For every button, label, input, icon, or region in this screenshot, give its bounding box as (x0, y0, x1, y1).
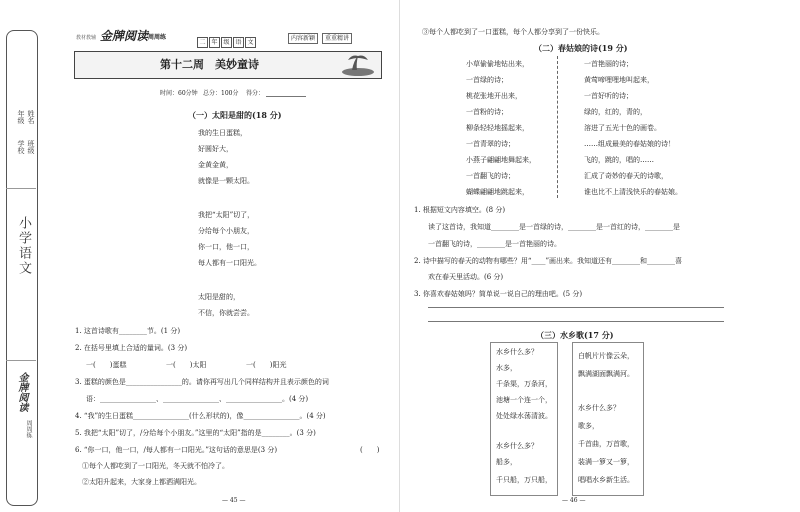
poem3-right-line: 歌多， (578, 422, 599, 430)
poem2-right-line: 黄莺啼哩哩地叫起来， (584, 76, 654, 84)
poem-line: 太阳是甜的， (198, 293, 240, 301)
poem-line: 不信，你就尝尝。 (198, 309, 254, 317)
header-brand: 金牌阅读 (100, 29, 149, 43)
poem2-left-line: 桃花张地开出来， (466, 92, 522, 100)
page-gutter (399, 0, 400, 512)
poem2-left-line: 一首绿的诗； (466, 76, 508, 84)
poem3-left-line: 水乡什么多？ (496, 442, 538, 450)
poem3-right-line: 水乡什么多？ (578, 404, 620, 412)
poem2-right-line: ……组成最美的春姑娘的诗！ (584, 140, 675, 148)
column-divider (557, 56, 558, 198)
poem3-right-line: 白帆片片像云朵， (578, 352, 634, 360)
grade-char: 二 (197, 37, 208, 48)
answer-line[interactable] (428, 307, 724, 308)
school-label: 学校 (17, 140, 25, 154)
question-2: 2. 在括号里填上合适的量词。(3 分) (75, 344, 188, 352)
s2-question-2: 2. 诗中描写的春天的动物有哪些？用“____”画出来。我知道还有________和________喜 (414, 257, 683, 265)
poem3-left-line: 船多， (496, 458, 517, 466)
answer-paren: ( ) (360, 446, 380, 454)
score-blank (266, 96, 306, 97)
poem-line: 每人都有一口阳光。 (198, 259, 261, 267)
question-4: 4. “我”的生日蛋糕________________(什么形状的)，像________________。(4 分) (75, 412, 326, 420)
poem2-left-line: 蝴蝶翩翩地跳起来， (466, 188, 529, 196)
poem3-right-line: 唱唱水乡新生活。 (578, 476, 634, 484)
island-illustration (338, 52, 378, 76)
question-3-cont: 语：________________、________________、________________。(4 分) (86, 395, 309, 403)
question-1: 1. 这首诗歌有________节。(1 分) (75, 327, 181, 335)
spine-divider (6, 188, 36, 189)
poem3-left-line: 水乡什么多？ (496, 348, 538, 356)
meta-time: 时间：60分钟 (160, 90, 198, 97)
spine-subject: 小学语文 (16, 216, 31, 276)
meta-score: 总分：100分 (203, 90, 239, 97)
q6-option-3: ③每个人都吃到了一口蛋糕，每个人都分享到了一份快乐。 (422, 28, 604, 36)
publisher-logo-text: 教材教辅 (76, 35, 97, 41)
spine-brand: 金牌阅读 (16, 372, 27, 412)
page-number-left: — 45 — (222, 497, 246, 504)
grade-char: 级 (221, 37, 232, 48)
poem-line: 就像是一颗太阳。 (198, 177, 254, 185)
s2-question-2-cont: 欢在春天里活动。(6 分) (428, 273, 504, 281)
poem-line: 你一口，他一口， (198, 243, 254, 251)
section2-title: （二）春姑娘的诗(19 分) (534, 43, 628, 53)
poem2-right-line: 绿的，红的，青的， (584, 108, 647, 116)
s2-question-1: 1. 根据短文内容填空。(8 分) (414, 206, 506, 214)
poem-line: 我的生日蛋糕， (198, 129, 247, 137)
poem3-right-line: 千首曲，万首歌， (578, 440, 634, 448)
section3-title: （三）水乡歌(17 分) (536, 330, 614, 340)
poem2-right-line: 溶进了五光十色的画卷。 (584, 124, 661, 132)
page-number-right: — 46 — (562, 497, 586, 504)
question-5: 5. 我把“太阳”切了，/分给每个小朋友。”这里的“太阳”指的是________。(3 分) (75, 429, 316, 437)
q2-item: 一( )太阳 (166, 361, 207, 369)
poem2-left-line: 一首粉的诗； (466, 108, 508, 116)
section1-title: （一）太阳是甜的(18 分) (188, 110, 282, 120)
poem3-left-line: 千条渠，万条河， (496, 380, 552, 388)
poem-line: 好圆好大， (198, 145, 233, 153)
poem2-right-line: 汇成了奇妙的春天的诗歌， (584, 172, 668, 180)
poem2-right-line: 一首艳丽的诗； (584, 60, 633, 68)
answer-line[interactable] (428, 321, 724, 322)
meta-got: 得分： (246, 90, 265, 97)
question-6: 6. “你一口，他一口，/每人都有一口阳光。”这句话的意思是(3 分) (75, 446, 278, 454)
page-title: 第十二周 美妙童诗 (160, 58, 259, 71)
q2-item: 一( )蛋糕 (86, 361, 127, 369)
poem2-left-line: 柳条轻轻地摇起来， (466, 124, 529, 132)
grade-label: 年级 (17, 110, 25, 124)
s2-question-3: 3. 你喜欢春姑娘吗？简单说一说自己的理由吧。(5 分) (414, 290, 583, 298)
poem2-left-line: 小草偷偷地钻出来， (466, 60, 529, 68)
name-label: 姓名 (27, 110, 35, 124)
q2-item: 一( )阳光 (246, 361, 287, 369)
poem3-right-line: 装满一箩又一箩， (578, 458, 634, 466)
poem3-left-line: 水多， (496, 364, 517, 372)
tag-2: 重重精讲 (322, 33, 352, 44)
s2-question-1-line-a: 读了这首诗，我知道________是一首绿的诗，________是一首红的诗，________是 (428, 223, 680, 231)
grade-char: 语 (233, 37, 244, 48)
class-label: 班级 (27, 140, 35, 154)
spine-brand-sub: 周周练 (25, 420, 32, 438)
poem2-right-line: 飞的，跳的，唱的…… (584, 156, 654, 164)
grade-char: 年 (209, 37, 220, 48)
poem2-left-line: 小燕子翩翩地舞起来， (466, 156, 536, 164)
tag-1: 内容新颖 (288, 33, 318, 44)
poem-line: 我把“太阳”切了， (198, 211, 255, 219)
header-brand-tag: 周周练 (148, 34, 167, 41)
poem2-right-line: 一首好听的诗； (584, 92, 633, 100)
poem2-left-line: 一首青翠的诗； (466, 140, 515, 148)
grade-char: 文 (245, 37, 256, 48)
grade-boxes (197, 32, 257, 51)
poem-line: 金黄金黄， (198, 161, 233, 169)
s2-question-1-line-b: 一首翻飞的诗，________是一首艳丽的诗。 (428, 240, 561, 248)
poem3-right-box (572, 342, 644, 496)
poem2-left-line: 一首翻飞的诗； (466, 172, 515, 180)
poem3-left-line: 处处绿水荡清波。 (496, 412, 552, 420)
q6-option-1: ①每个人都吃到了一口阳光，冬天就不怕冷了。 (82, 462, 229, 470)
question-3: 3. 蛋糕的颜色是________________的。请你再写出几个同样结构并且表示颜色的词 (75, 378, 329, 386)
poem2-right-line: 谁也比不上清浅快乐的春姑娘。 (584, 188, 682, 196)
poem3-left-line: 千只船，万只船， (496, 476, 552, 484)
poem3-right-line: 飘满湖面飘满河。 (578, 370, 634, 378)
q6-option-2: ②太阳升起来，大家身上都洒满阳光。 (82, 478, 201, 486)
spine-divider (6, 360, 36, 361)
poem3-left-line: 池塘一个连一个， (496, 396, 552, 404)
poem-line: 分给每个小朋友， (198, 227, 254, 235)
